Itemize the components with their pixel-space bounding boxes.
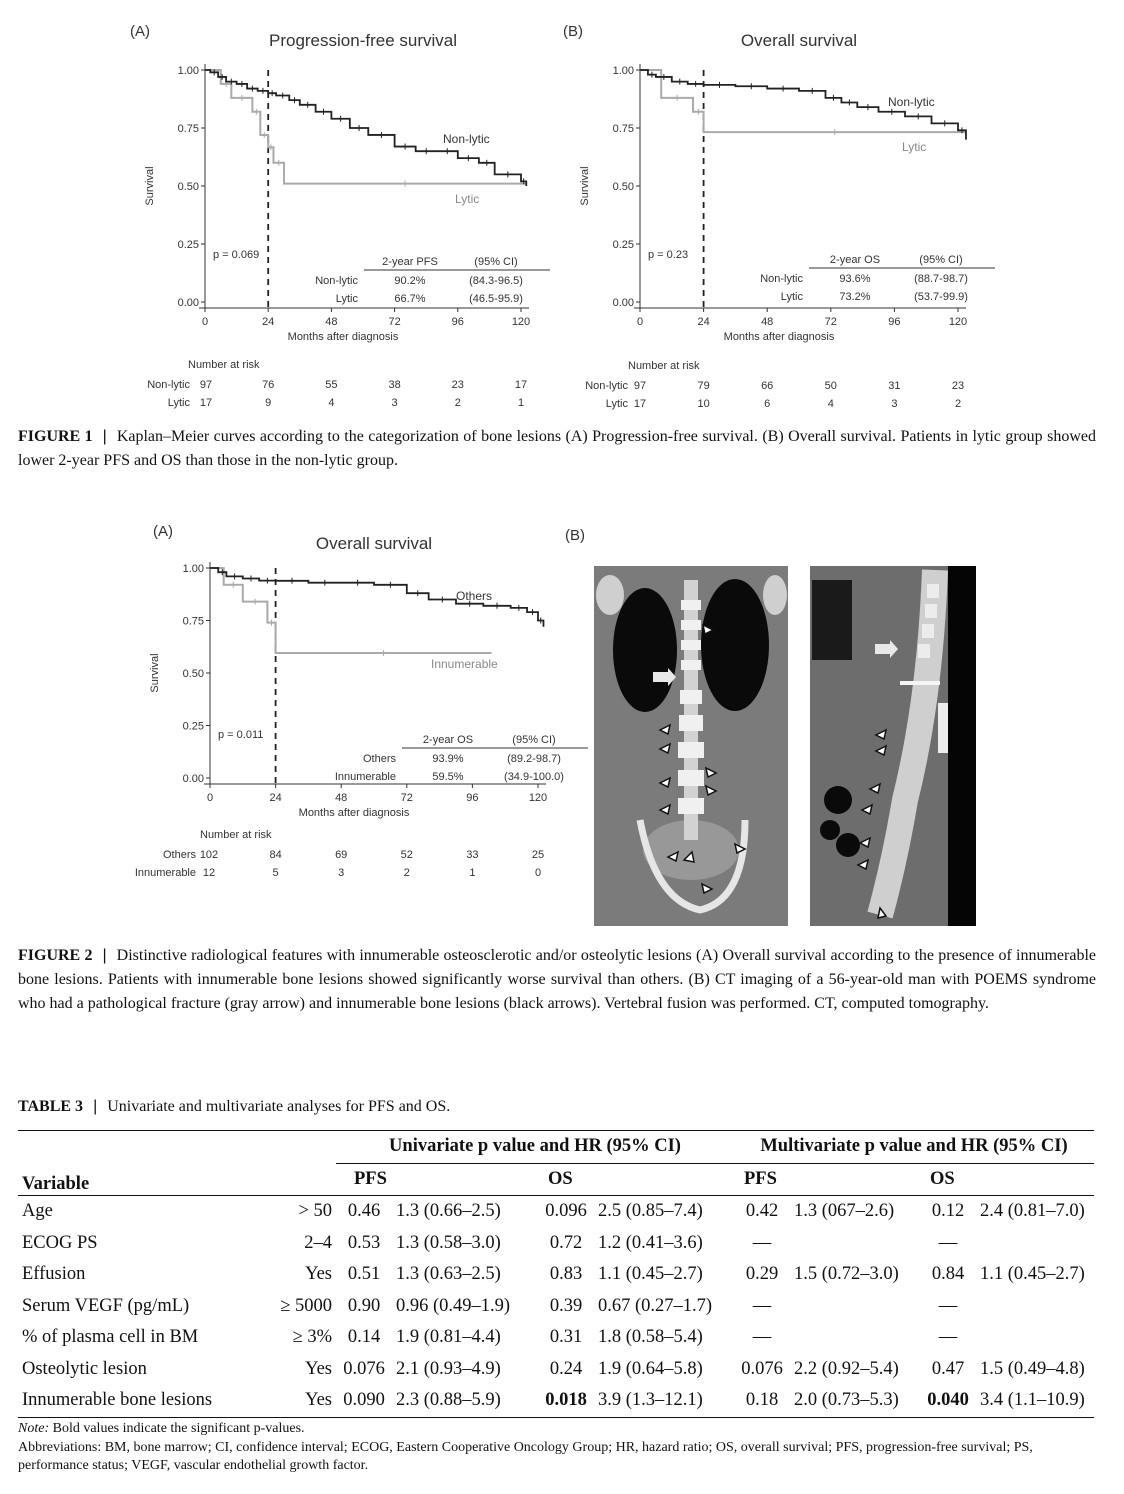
table-cell: — xyxy=(938,1232,958,1253)
panel-letter: (B) xyxy=(563,23,583,40)
y-tick-label: 0.75 xyxy=(177,123,199,135)
table-cell: 2.3 (0.88–5.9) xyxy=(396,1390,501,1411)
risk-count: 2 xyxy=(403,867,410,879)
risk-count: 79 xyxy=(697,380,710,392)
risk-count: 33 xyxy=(466,849,479,861)
risk-row-label: Non-lytic xyxy=(147,379,190,391)
inset-group: Others xyxy=(362,753,396,765)
table-cell: 0.83 xyxy=(549,1264,583,1285)
y-tick-label: 0.25 xyxy=(612,239,634,251)
x-tick-label: 24 xyxy=(262,316,275,328)
table-cell xyxy=(790,1228,920,1260)
y-tick-label: 0.50 xyxy=(182,668,204,680)
table-3-body xyxy=(18,1196,1094,1418)
table-cell: 0.84 xyxy=(931,1264,965,1285)
table-cell xyxy=(976,1322,1094,1354)
table-cell: 0.076 xyxy=(343,1358,385,1379)
table-cell: 0.96 (0.49–1.9) xyxy=(396,1295,511,1316)
risk-count: 17 xyxy=(633,398,647,410)
table-cell: 0.018 xyxy=(545,1390,587,1411)
table-cell: Yes xyxy=(305,1390,332,1411)
inset-ci: (89.2-98.7) xyxy=(507,753,561,765)
risk-row-label: Non-lytic xyxy=(585,380,628,392)
inset-group: Non-lytic xyxy=(315,275,358,287)
table-cell: ≥ 5000 xyxy=(280,1295,332,1316)
table-row xyxy=(18,1196,1094,1228)
table-cell: 0.24 xyxy=(549,1358,583,1379)
table-cell: 0.72 xyxy=(549,1232,583,1253)
x-tick-label: 24 xyxy=(269,792,282,804)
curve-label: Lytic xyxy=(455,192,480,206)
inset-header: 2-year PFS xyxy=(382,256,438,268)
figure-1-caption: FIGURE 1 | Kaplan–Meier curves according to the categorization of bone lesions (A) Progression-free survival. (B) Overall survival. Patients in lytic group showed lower 2-year PFS and OS than those in the non-lytic group. xyxy=(18,428,1096,469)
variable-name: Age xyxy=(22,1201,53,1222)
table-row xyxy=(18,1385,1094,1417)
table-cell: 1.3 (0.63–2.5) xyxy=(396,1264,501,1285)
inset-ci: (88.7-98.7) xyxy=(914,273,968,285)
risk-count: 0 xyxy=(534,867,542,879)
inset-ci: (34.9-100.0) xyxy=(504,771,564,783)
table-cell: 2.2 (0.92–5.4) xyxy=(794,1358,899,1379)
survival-curve-others xyxy=(210,568,543,627)
table-cell: 0.31 xyxy=(549,1327,583,1348)
ct-sagittal-image xyxy=(810,566,976,926)
table-cell: 3.4 (1.1–10.9) xyxy=(980,1390,1085,1411)
risk-count: 50 xyxy=(824,380,837,392)
risk-row-label: Others xyxy=(162,849,196,861)
figure-2-caption: FIGURE 2 | Distinctive radiological features with innumerable osteosclerotic and/or osteolytic lesions (A) Overall survival according to the presence of innumerable bone lesions. Patients with innumerable bone lesions showed significantly worse survival than others. (B) CT imaging of a 56-year-old man with POEMS syndrome who had a pathological fracture (gray arrow) and innumerable bone lesions (black arrows). Vertebral fusion was performed. CT, computed tomography. xyxy=(18,947,1097,1012)
risk-row-label: Lytic xyxy=(605,398,628,410)
table-cell: 0.076 xyxy=(741,1358,783,1379)
risk-count: 1 xyxy=(517,397,525,409)
km-plot-pfs xyxy=(130,23,550,409)
inset-group: Lytic xyxy=(780,291,803,303)
curve-label: Innumerable xyxy=(431,657,498,671)
risk-count: 1 xyxy=(469,867,476,879)
table-cell: 1.9 (0.64–5.8) xyxy=(598,1358,703,1379)
figure-2-caption-text: Distinctive radiological features with innumerable osteosclerotic and/or osteolytic lesions (A) Overall survival according to the presence of innumerable bone lesions. Patients with innumerable bone lesions showed significantly worse survival than others. (B) CT imaging of a 56-year-old man with POEMS syndrome who had a pathological fracture (gray arrow) and innumerable bone lesions (black arrows). Vertebral fusion was performed. CT, computed tomography. xyxy=(18,947,1097,1012)
table-cell: 0.14 xyxy=(347,1327,381,1348)
ct-coronal-image xyxy=(594,566,788,926)
header-variable: Variable xyxy=(22,1174,90,1194)
risk-count: 2 xyxy=(454,397,461,409)
table-cell: 2–4 xyxy=(304,1232,332,1253)
x-tick-label: 120 xyxy=(511,316,531,328)
inset-rate: 59.5% xyxy=(432,771,464,783)
y-tick-label: 0.25 xyxy=(177,239,199,251)
risk-count: 2 xyxy=(954,398,962,410)
risk-table-title: Number at risk xyxy=(200,829,272,841)
p-value: p = 0.011 xyxy=(218,729,264,742)
risk-count: 97 xyxy=(199,379,213,391)
table-cell: — xyxy=(938,1295,958,1316)
x-tick-label: 48 xyxy=(761,316,774,328)
table-cell: 0.18 xyxy=(745,1390,779,1411)
risk-count: 12 xyxy=(202,867,216,879)
table-cell: 1.1 (0.45–2.7) xyxy=(980,1264,1085,1285)
table-3-note: Note: Bold values indicate the significant p-values. xyxy=(18,1421,305,1436)
table-cell: 1.3 (067–2.6) xyxy=(794,1201,895,1222)
y-tick-label: 0.50 xyxy=(612,181,634,193)
table-cell: 1.2 (0.41–3.6) xyxy=(598,1232,703,1253)
inset-group: Innumerable xyxy=(334,771,396,783)
risk-count: 23 xyxy=(951,380,965,392)
risk-table-title: Number at risk xyxy=(188,359,260,371)
table-cell: — xyxy=(752,1232,772,1253)
x-tick-label: 24 xyxy=(697,316,710,328)
table-cell: 0.096 xyxy=(545,1201,587,1222)
y-tick-label: 0.00 xyxy=(612,297,634,309)
table-cell xyxy=(790,1322,920,1354)
x-tick-label: 120 xyxy=(528,792,548,804)
risk-count: 4 xyxy=(827,398,834,410)
risk-count: 31 xyxy=(888,380,901,392)
table-cell: 0.040 xyxy=(927,1390,969,1411)
table-cell: 0.90 xyxy=(347,1295,381,1316)
y-tick-label: 0.75 xyxy=(182,615,204,628)
table-cell xyxy=(976,1228,1094,1260)
risk-count: 76 xyxy=(262,379,275,391)
table-cell: 0.12 xyxy=(931,1201,965,1222)
table-cell: ≥ 3% xyxy=(292,1327,332,1348)
inset-header: (95% CI) xyxy=(512,734,556,746)
chart-title: Overall survival xyxy=(315,534,433,553)
risk-count: 38 xyxy=(388,379,401,391)
curve-label: Lytic xyxy=(902,140,927,154)
survival-curve-non-lytic xyxy=(205,70,526,186)
table-3-title: TABLE 3 | Univariate and multivariate analyses for PFS and OS. xyxy=(18,1098,451,1115)
table-cell: 0.53 xyxy=(347,1232,381,1253)
table-cell: > 50 xyxy=(298,1201,332,1222)
table-cell: 0.29 xyxy=(745,1264,779,1285)
table-cell: 1.9 (0.81–4.4) xyxy=(396,1327,501,1348)
header-uni-pfs: PFS xyxy=(354,1168,387,1189)
x-tick-label: 72 xyxy=(388,316,401,328)
risk-count: 3 xyxy=(338,867,345,879)
risk-count: 102 xyxy=(199,849,219,861)
inset-header: 2-year OS xyxy=(829,254,881,266)
table-row xyxy=(18,1322,1094,1354)
table-cell: 2.4 (0.81–7.0) xyxy=(980,1201,1085,1222)
y-tick-label: 0.00 xyxy=(177,297,199,309)
table-cell: 3.9 (1.3–12.1) xyxy=(598,1390,703,1411)
variable-name: Osteolytic lesion xyxy=(22,1358,147,1379)
variable-name: % of plasma cell in BM xyxy=(22,1327,199,1348)
x-tick-label: 48 xyxy=(325,316,338,328)
x-tick-label: 0 xyxy=(636,316,644,328)
table-cell: 1.3 (0.58–3.0) xyxy=(396,1232,501,1253)
risk-count: 66 xyxy=(761,380,774,392)
inset-rate: 73.2% xyxy=(839,291,871,303)
curve-label: Others xyxy=(456,589,493,603)
table-cell: 0.47 xyxy=(931,1358,965,1379)
inset-rate: 93.6% xyxy=(839,273,871,285)
inset-ci: (84.3-96.5) xyxy=(469,275,523,287)
inset-rate: 90.2% xyxy=(394,275,426,287)
p-value: p = 0.069 xyxy=(213,248,260,261)
curve-label: Non-lytic xyxy=(443,132,490,146)
header-multi-os: OS xyxy=(930,1168,955,1189)
inset-ci: (53.7-99.9) xyxy=(914,291,968,303)
table-cell: 1.3 (0.66–2.5) xyxy=(396,1201,501,1222)
risk-count: 9 xyxy=(265,397,272,409)
table-cell: — xyxy=(752,1295,772,1316)
y-tick-label: 0.50 xyxy=(177,181,199,193)
variable-name: Serum VEGF (pg/mL) xyxy=(22,1295,190,1316)
x-tick-label: 120 xyxy=(948,316,968,328)
risk-count: 6 xyxy=(764,398,771,410)
header-uni-os: OS xyxy=(548,1168,573,1189)
table-row xyxy=(18,1228,1094,1260)
table-cell: — xyxy=(938,1327,958,1348)
table-cell: 0.51 xyxy=(347,1264,381,1285)
p-value: p = 0.23 xyxy=(648,248,689,261)
table-cell xyxy=(790,1291,920,1323)
risk-count: 69 xyxy=(335,849,348,861)
x-tick-label: 72 xyxy=(824,316,837,328)
table-cell: Yes xyxy=(305,1358,332,1379)
table-cell: 0.46 xyxy=(347,1201,381,1222)
variable-name: Effusion xyxy=(22,1264,86,1285)
variable-name: ECOG PS xyxy=(22,1232,98,1253)
y-axis-label: Survival xyxy=(579,166,591,206)
panel-letter: (A) xyxy=(153,523,173,540)
chart-title: Overall survival xyxy=(740,31,858,50)
table-row xyxy=(18,1354,1094,1386)
survival-curve-lytic xyxy=(205,70,526,184)
figure-1-label: FIGURE 1 xyxy=(18,428,93,445)
table-cell: 0.39 xyxy=(549,1295,583,1316)
panel-letter: (A) xyxy=(130,23,150,40)
risk-count: 3 xyxy=(391,397,398,409)
table-cell: 2.5 (0.85–7.4) xyxy=(598,1201,703,1222)
x-tick-label: 96 xyxy=(451,316,464,328)
inset-group: Lytic xyxy=(335,293,358,305)
table-cell: 2.0 (0.73–5.3) xyxy=(794,1390,899,1411)
header-univariate: Univariate p value and HR (95% CI) xyxy=(336,1131,734,1164)
x-tick-label: 96 xyxy=(888,316,901,328)
table-cell: 2.1 (0.93–4.9) xyxy=(396,1358,501,1379)
risk-count: 17 xyxy=(199,397,213,409)
x-tick-label: 0 xyxy=(201,316,209,328)
risk-row-label: Innumerable xyxy=(134,867,196,879)
y-tick-label: 0.75 xyxy=(612,123,634,135)
figure-2-label: FIGURE 2 xyxy=(18,947,93,964)
variable-name: Innumerable bone lesions xyxy=(22,1390,213,1411)
risk-count: 52 xyxy=(400,849,413,861)
inset-header: 2-year OS xyxy=(422,734,474,746)
table-3-abbreviations: Abbreviations: BM, bone marrow; CI, confidence interval; ECOG, Eastern Cooperative Oncology Group; HR, hazard ratio; OS, overall survival; PFS, progression-free survival; PS, performance status; VEGF, vascular endothelial growth factor. xyxy=(18,1440,1033,1473)
risk-count: 10 xyxy=(697,398,710,410)
risk-count: 3 xyxy=(891,398,898,410)
table-row xyxy=(18,1291,1094,1323)
curve-label: Non-lytic xyxy=(888,95,935,109)
survival-curve-innumerable xyxy=(210,568,492,653)
table-3 xyxy=(18,1130,1094,1418)
risk-count: 25 xyxy=(531,849,545,861)
risk-count: 23 xyxy=(451,379,464,391)
inset-rate: 66.7% xyxy=(394,293,426,305)
risk-count: 97 xyxy=(633,380,647,392)
risk-count: 4 xyxy=(328,397,335,409)
km-plot-os xyxy=(563,23,995,410)
figure-1 xyxy=(0,0,1124,420)
y-axis-label: Survival xyxy=(149,653,161,693)
chart-title: Progression-free survival xyxy=(268,31,458,50)
inset-ci: (46.5-95.9) xyxy=(469,293,523,305)
table-cell: 1.5 (0.72–3.0) xyxy=(794,1264,899,1285)
table-cell: — xyxy=(752,1327,772,1348)
table-cell: 0.42 xyxy=(745,1201,779,1222)
y-tick-label: 0.00 xyxy=(182,773,204,785)
table-cell: 1.5 (0.49–4.8) xyxy=(980,1358,1085,1379)
y-tick-label: 1.00 xyxy=(182,563,204,575)
inset-group: Non-lytic xyxy=(760,273,803,285)
table-cell: 0.67 (0.27–1.7) xyxy=(598,1295,713,1316)
risk-count: 84 xyxy=(269,849,282,861)
header-multivariate: Multivariate p value and HR (95% CI) xyxy=(734,1131,1094,1164)
x-axis-label: Months after diagnosis xyxy=(723,331,835,343)
risk-table-title: Number at risk xyxy=(628,360,700,372)
y-tick-label: 1.00 xyxy=(177,65,199,77)
table-row xyxy=(18,1259,1094,1291)
table-cell: 0.090 xyxy=(343,1390,385,1411)
inset-header: (95% CI) xyxy=(474,256,518,268)
risk-row-label: Lytic xyxy=(167,397,190,409)
x-tick-label: 96 xyxy=(466,792,479,804)
inset-header: (95% CI) xyxy=(919,254,963,266)
table-cell: 1.1 (0.45–2.7) xyxy=(598,1264,703,1285)
risk-count: 17 xyxy=(514,379,528,391)
table-cell xyxy=(976,1291,1094,1323)
x-tick-label: 48 xyxy=(335,792,348,804)
km-plot-innumerable xyxy=(135,523,588,879)
figure-2 xyxy=(0,500,1124,940)
y-tick-label: 1.00 xyxy=(612,65,634,77)
x-tick-label: 72 xyxy=(400,792,413,804)
header-multi-pfs: PFS xyxy=(744,1168,777,1189)
risk-count: 5 xyxy=(272,867,279,879)
risk-count: 55 xyxy=(325,379,338,391)
y-tick-label: 0.25 xyxy=(182,720,204,733)
table-cell: 1.8 (0.58–5.4) xyxy=(598,1327,703,1348)
figure-2-panel-b-letter: (B) xyxy=(565,527,585,544)
x-axis-label: Months after diagnosis xyxy=(287,331,399,343)
y-axis-label: Survival xyxy=(144,166,156,206)
figure-1-caption-text: Kaplan–Meier curves according to the categorization of bone lesions (A) Progression-free survival. (B) Overall survival. Patients in lytic group showed lower 2-year PFS and OS than those in the non-lytic group. xyxy=(18,428,1096,469)
inset-rate: 93.9% xyxy=(432,753,464,765)
x-axis-label: Months after diagnosis xyxy=(298,807,410,819)
x-tick-label: 0 xyxy=(206,792,214,804)
table-cell: Yes xyxy=(305,1264,332,1285)
